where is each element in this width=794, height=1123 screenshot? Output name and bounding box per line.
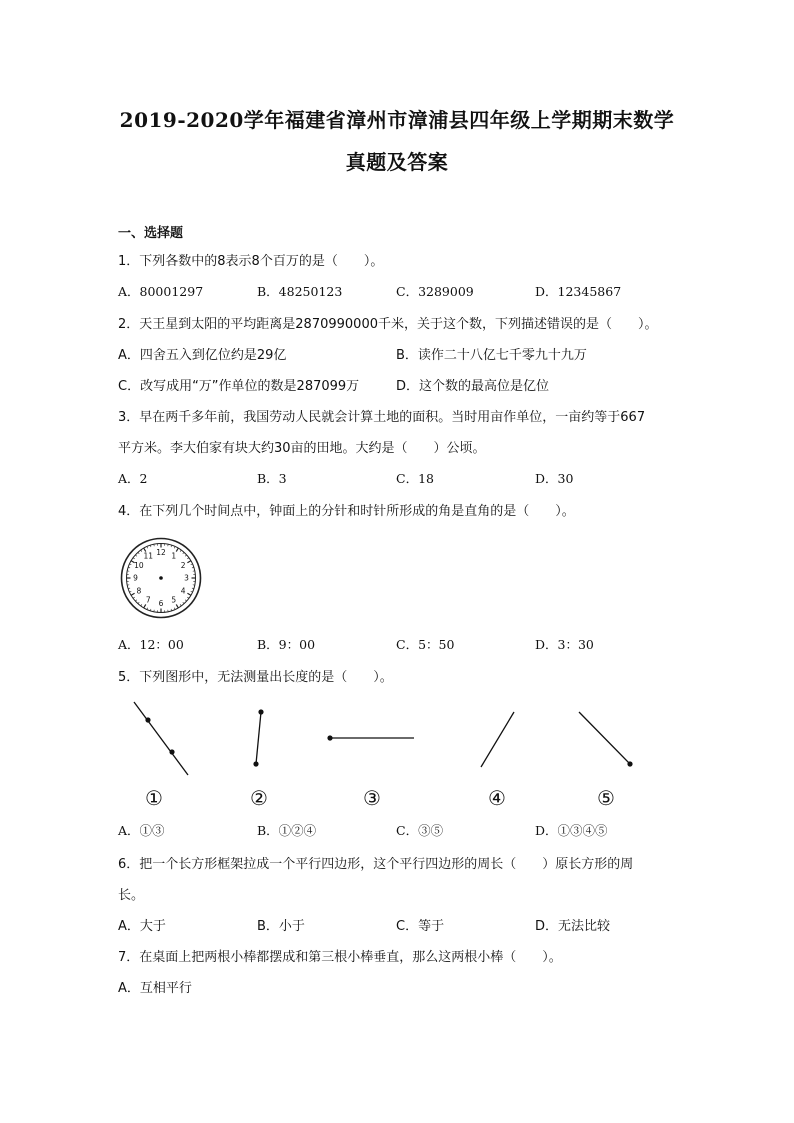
clock-tick [141,550,142,552]
clock-number: 3 [184,573,189,583]
clock-tick [135,600,136,601]
q2-option-d: D．这个数的最高位是亿位 [396,379,550,394]
q5-option-a: A．①③ [118,823,165,838]
clock-number: 2 [180,560,186,570]
clock-number: 10 [134,560,144,570]
q1-option-c: C．3289009 [396,284,474,299]
figure-5-endpoint [627,761,632,766]
clock-number: 4 [180,586,186,596]
question-4-stem: 4．在下列几个时间点中，钟面上的分针和时针所形成的角是直角的是（ ）。 [118,504,575,519]
figure-2-endpoint-a [258,709,263,714]
q4-option-a: A．12：00 [118,637,184,652]
clock-tick [133,558,135,559]
clock-tick [129,591,131,592]
q3-option-b: B．3 [257,471,287,486]
q5-option-c: C．③⑤ [396,823,444,838]
clock-tick [187,558,189,559]
question-6-stem-line2: 长。 [118,888,145,903]
question-3-stem-line2: 平方米。李大伯家有块大约30亩的田地。大约是（ ）公顷。 [118,441,486,456]
figure-2-endpoint-b [253,761,258,766]
clock-tick [141,604,142,606]
clock-tick [147,546,148,548]
clock-tick [187,561,190,563]
figure-4-line [481,712,514,767]
q4-option-c: C．5：50 [396,637,455,652]
q4-option-d: D．3：30 [535,637,594,652]
clock-number: 12 [156,548,166,558]
question-7-stem: 7．在桌面上把两根小棒都摆成和第三根小棒垂直，那么这两根小棒（ ）。 [118,950,562,965]
figure-2-segment [253,709,263,766]
clock-number: 1 [171,551,177,561]
clock-tick [135,555,136,556]
doc-title-line1: 2019-2020学年福建省漳州市漳浦县四年级上学期期末数学 [119,108,675,132]
figure-4-label: ④ [488,786,506,810]
figure-3-label: ③ [363,786,381,810]
clock-tick [191,564,193,565]
clock-tick [183,602,184,603]
q2-option-a: A．四舍五入到亿位约是29亿 [118,348,287,363]
clock-tick [138,552,139,553]
clock-number: 5 [171,595,177,605]
clock-number: 11 [143,551,154,561]
question-3-stem-line1: 3．早在两千多年前，我国劳动人民就会计算土地的面积。当时用亩作单位，一亩约等于667 [118,410,646,425]
figure-3-ray [327,735,414,740]
clock-tick [176,548,178,551]
q6-option-b: B．小于 [257,919,305,934]
q1-option-a: A．80001297 [118,284,204,299]
figure-1-point-b [169,749,174,754]
doc-title-line2: 真题及答案 [345,150,449,174]
q6-option-c: C．等于 [396,919,445,934]
figure-1-line [134,702,188,775]
q4-option-b: B．9：00 [257,637,316,652]
question-2-stem: 2．天王星到太阳的平均距离是2870990000千米，关于这个数，下列描述错误的是（ ）。 [118,317,658,332]
q1-option-b: B．48250123 [257,284,343,299]
figure-5-ray [579,712,633,767]
q1-option-d: D．12345867 [535,284,622,299]
clock-face-figure [120,537,202,619]
clock-tick [174,546,175,548]
q5-option-d: D．①③④⑤ [535,823,608,838]
clock-tick [147,608,148,610]
question-6-stem-line1: 6．把一个长方形框架拉成一个平行四边形，这个平行四边形的周长（ ）原长方形的周 [118,857,634,872]
q7-option-a: A．互相平行 [118,981,192,996]
figure-2-label: ② [250,786,268,810]
clock-number: 8 [136,586,142,596]
line-figures [0,695,794,815]
question-5-stem: 5．下列图形中，无法测量出长度的是（ ）。 [118,670,393,685]
figure-5-label: ⑤ [597,786,615,810]
figure-1-point-a [145,717,150,722]
clock-tick [180,550,181,552]
clock-number: 6 [158,599,164,609]
clock-number: 7 [145,595,151,605]
clock-tick [191,591,193,592]
clock-tick [138,602,139,603]
q6-option-d: D．无法比较 [535,919,611,934]
q3-option-a: A．2 [118,471,148,486]
clock-center-dot [159,576,163,580]
clock-tick [174,608,175,610]
clock-tick [187,593,190,595]
clock-tick [176,604,178,607]
clock-tick [185,600,186,601]
section-heading: 一、选择题 [118,226,184,241]
clock-tick [133,597,135,598]
q5-option-b: B．①②④ [257,823,317,838]
q6-option-a: A．大于 [118,919,166,934]
q2-option-b: B．读作二十八亿七千零九十九万 [396,348,587,363]
q2-option-c: C．改写成用“万”作单位的数是287099万 [118,379,360,394]
clock-tick [144,604,146,607]
q3-option-d: D．30 [535,471,574,486]
clock-tick [185,555,186,556]
question-1-stem: 1．下列各数中的8表示8个百万的是（ ）。 [118,254,384,269]
q3-option-c: C．18 [396,471,434,486]
clock-number: 9 [133,573,138,583]
clock-tick [180,604,181,606]
figure-3-endpoint [327,735,332,740]
clock-tick [187,597,189,598]
figure-1-label: ① [145,786,163,810]
clock-tick [131,593,134,595]
clock-tick [183,552,184,553]
clock-tick [129,564,131,565]
